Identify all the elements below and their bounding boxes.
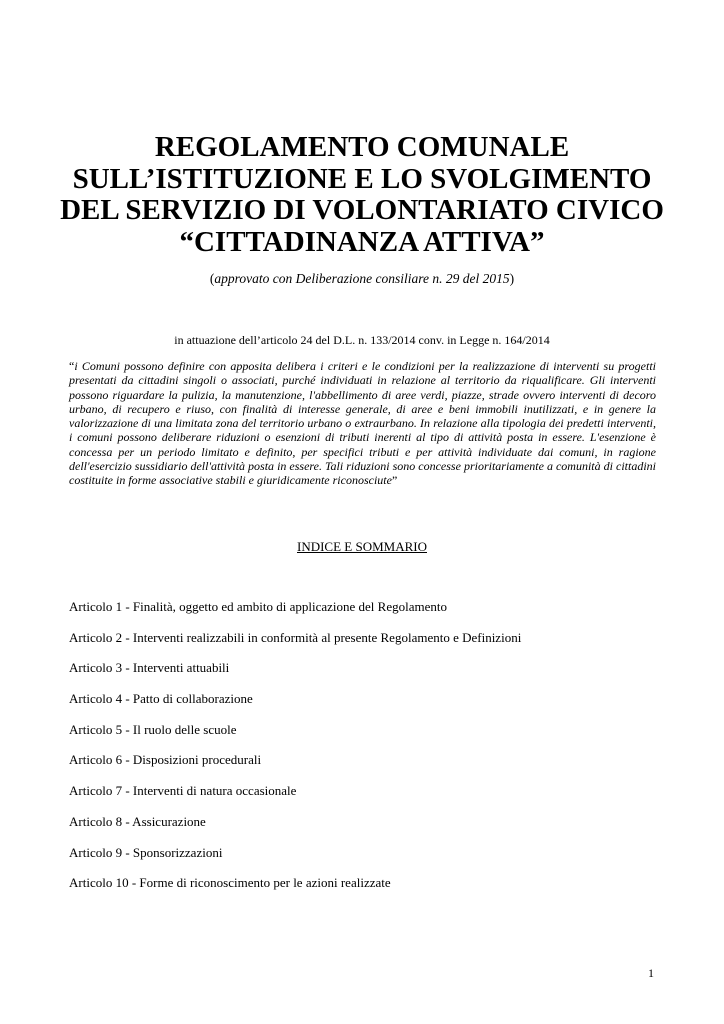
title-line: DEL SERVIZIO DI VOLONTARIATO CIVICO (60, 194, 664, 226)
title-line: SULL’ISTITUZIONE E LO SVOLGIMENTO (72, 162, 652, 195)
index-heading: INDICE E SOMMARIO (297, 539, 427, 554)
toc-item: Articolo 4 - Patto di collaborazione (69, 691, 253, 707)
toc-item: Articolo 8 - Assicurazione (69, 813, 206, 829)
toc-item: Articolo 7 - Interventi di natura occasionale (69, 783, 297, 799)
approval-note (40, 271, 684, 287)
quote-close-mark: ” (391, 473, 398, 488)
title-line: REGOLAMENTO COMUNALE (154, 131, 570, 163)
toc-item: Articolo 2 - Interventi realizzabili in conformità al presente Regolamento e Definizioni (69, 629, 522, 645)
toc-item: Articolo 1 - Finalità, oggetto ed ambito di applicazione del Regolamento (69, 599, 447, 614)
toc-item: Articolo 3 - Interventi attuabili (69, 660, 230, 676)
table-of-contents (69, 599, 521, 906)
toc-item: Articolo 5 - Il ruolo delle scuole (69, 721, 237, 737)
approval-text: approvato con Deliberazione consiliare n. 29 del 2015 (214, 271, 510, 286)
toc-item: Articolo 6 - Disposizioni procedurali (69, 752, 262, 768)
legal-reference: in attuazione dell’articolo 24 del D.L. n. 133/2014 conv. in Legge n. 164/2014 (174, 333, 550, 347)
toc-item: Articolo 10 - Forme di riconoscimento per le azioni realizzate (69, 875, 391, 891)
quote-open-mark: “ (69, 359, 75, 373)
approval-close-paren: ) (509, 271, 515, 286)
document-title (40, 132, 684, 258)
page-number: 1 (648, 966, 654, 980)
toc-item: Articolo 9 - Sponsorizzazioni (69, 844, 223, 860)
quote-body: i Comuni possono definire con apposita delibera i criteri e le condizioni per la realizzazione di interventi su progetti presentati da cittadini singoli o associati, purché individuati in relazione al territorio da riqualificare. Gli interventi possono riguardare la pulizia, la manutenzione, l'abbellimento di aree verdi, piazze, strade ovvero interventi di decoro urbano, di recupero e riuso, con finalità di interesse generale, di aree e beni immobili inutilizzati, e in genere la valorizzazione di una limitata zona del territorio urbano o extraurbano. In relazione alla tipologia dei predetti interventi, i comuni possono deliberare riduzioni o esenzioni di tributi inerenti al tipo di attività posta in essere. L'esenzione è concessa per un periodo limitato e definito, per specifici tributi e per attività individuate dai comuni, in ragione dell'esercizio sussidiario dell'attività posta in essere. Tali riduzioni sono concesse prioritariamente a comunità di cittadini costituite in forme associative stabili e giuridicamente riconosciute (69, 359, 656, 488)
quoted-law-text (69, 359, 656, 488)
approval-open-paren: ( (209, 271, 215, 286)
title-line: “CITTADINANZA ATTIVA” (179, 225, 545, 258)
